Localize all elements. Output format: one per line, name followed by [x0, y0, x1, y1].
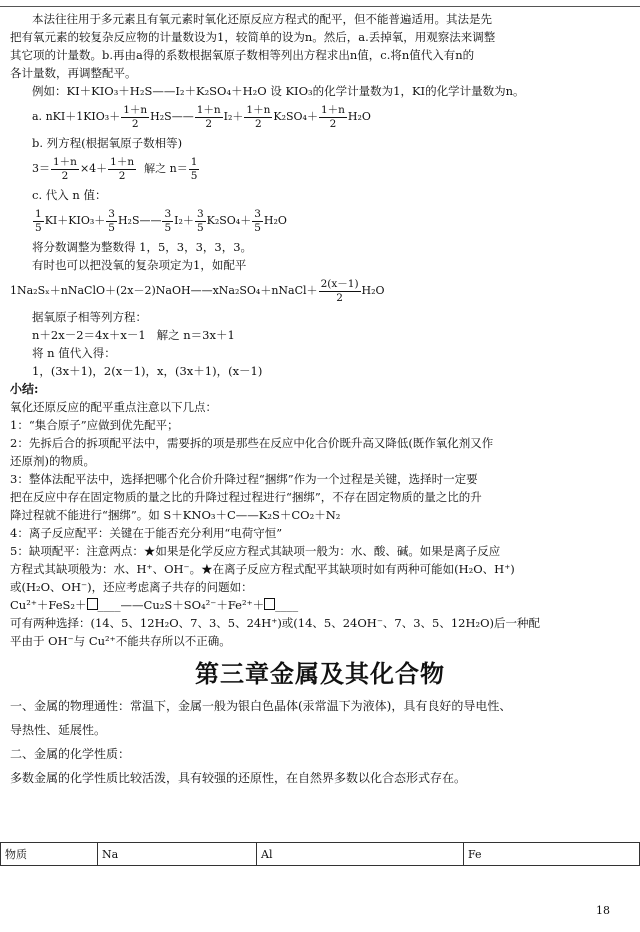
fraction-denominator: 5	[190, 169, 198, 182]
oxygen-eq-label: 据氧原子相等列方程：	[32, 310, 147, 324]
section-1-line-2: 导热性、延展性。	[10, 723, 107, 737]
step-a-term-5: H₂O	[347, 110, 371, 123]
fraction-denominator: 5	[35, 221, 42, 234]
fraction-denominator: 2	[255, 117, 262, 130]
step-c-label: c. 代入 n 值：	[32, 188, 107, 202]
step-c-equation	[10, 204, 630, 238]
step-a-equation	[10, 100, 630, 134]
intro-line-2: 把有氧元素的较复杂反应物的计量数设为1，较简单的设为n。然后，a.丢掉氧，用观察法来调整	[10, 30, 496, 44]
table-header-cell: 物质	[1, 843, 98, 866]
top-rule	[0, 6, 640, 7]
summary-line-4: 还原剂)的物质。	[10, 454, 95, 468]
intro-line-3: 其它项的计量数。b.再由a得的系数根据氧原子数相等列出方程求出n值，c.将n值代入有n的	[10, 48, 475, 62]
fraction-numerator: 3	[254, 207, 261, 220]
step-c-fraction-4	[195, 208, 206, 235]
step-a-fraction-3	[244, 104, 272, 131]
step-c-term-5: H₂O	[263, 214, 287, 227]
summary-line-6: 把在反应中存在固定物质的量之比的升降过程过程进行“捆绑”，不存在固定物质的量之比的升	[10, 490, 482, 504]
table-header-cell: Fe	[464, 843, 640, 866]
fraction-denominator: 2	[118, 169, 126, 182]
table-row	[1, 843, 640, 866]
copper-eq-term-1: Cu²⁺＋FeS₂＋	[10, 598, 87, 612]
na2sx-fraction	[319, 278, 361, 305]
summary-line-5: 3：整体法配平法中，选择把哪个化合价升降过程“捆绑”作为一个过程是关键，选择时一定要	[10, 472, 478, 486]
oxygenless-line: 有时也可以把没氧的复杂项定为1，如配平	[32, 258, 247, 272]
fraction-denominator: 5	[164, 221, 172, 234]
fraction-numerator: 1＋n	[196, 103, 221, 116]
na2sx-term-1: 1Na₂Sₓ＋nNaClO＋(2x－2)NaOH——xNa₂SO₄＋nNaCl＋	[10, 284, 318, 297]
step-a-label: a.	[32, 110, 43, 123]
step-b-label: b. 列方程(根据氧原子数相等)	[32, 136, 183, 150]
fraction-denominator: 5	[254, 221, 261, 234]
step-a-term-1: nKI＋1KIO₃＋	[45, 110, 121, 123]
step-c-fraction-2	[106, 208, 117, 235]
fraction-numerator: 3	[196, 207, 204, 220]
summary-line-9: 5：缺项配平：注意两点：★如果是化学反应方程式其缺项一般为：水、酸、碱。如果是离子反应	[10, 544, 501, 558]
na2sx-equation	[10, 274, 630, 308]
step-b-fraction-2	[108, 156, 136, 183]
copper-equation	[10, 596, 630, 614]
blank-box	[264, 598, 275, 610]
fraction-numerator: 1＋n	[246, 103, 271, 116]
oxygen-equation: n＋2x－2＝4x＋x－1 解之 n＝3x＋1	[32, 328, 235, 342]
step-b-term-2: ×4＋	[79, 162, 108, 175]
substitute-label: 将 n 值代入得：	[32, 346, 116, 360]
summary-line-8: 4：离子反应配平：关键在于能否充分利用“电荷守恒”	[10, 526, 283, 540]
summary-line-7: 降过程就不能进行“捆绑”。如 S＋KNO₃＋C——K₂S＋CO₂＋N₂	[10, 508, 341, 522]
fraction-numerator: 1＋n	[110, 155, 135, 168]
summary-line-2: 1：“集合原子”应做到优先配平；	[10, 418, 179, 432]
step-c-term-3: I₂＋	[174, 214, 194, 227]
section-2-heading: 二、金属的化学性质：	[10, 747, 131, 761]
fraction-numerator: 1	[190, 155, 198, 168]
summary-line-3: 2：先拆后合的拆项配平法中，需要拆的项是那些在反应中化合价既升高又降低(既作氧化剂又作	[10, 436, 494, 450]
step-c-fraction-1	[33, 208, 44, 235]
integers-line: 将分数调整为整数得 1，5，3，3，3，3。	[32, 240, 253, 254]
fraction-denominator: 5	[196, 221, 204, 234]
step-b-term-3: 解之 n＝	[137, 162, 188, 175]
step-c-term-1: KI＋KIO₃＋	[44, 214, 106, 227]
fraction-denominator: 2	[131, 117, 139, 130]
intro-line-4: 各计量数，再调整配平。	[10, 66, 137, 80]
na2sx-term-2: H₂O	[361, 284, 385, 297]
table-header-cell: Na	[98, 843, 257, 866]
summary-line-11: 或(H₂O、OH⁻)，还应考虑离子共存的问题如：	[10, 580, 253, 594]
step-c-fraction-3	[162, 208, 173, 235]
intro-line-1: 本法往往用于多元素且有氧元素时氧化还原反应方程式的配平，但不能普遍适用。其法是先	[32, 12, 492, 26]
section-1-line-1: 一、金属的物理通性：常温下，金属一般为银白色晶体(汞常温下为液体)，具有良好的导电性、	[10, 699, 512, 713]
fraction-denominator: 5	[108, 221, 115, 234]
step-c-term-4: K₂SO₄＋	[206, 214, 252, 227]
choice-line-2: 平由于 OH⁻与 Cu²⁺不能共存所以不正确。	[10, 634, 231, 648]
section-2-text: 多数金属的化学性质比较活泼，具有较强的还原性，在自然界多数以化合态形式存在。	[10, 771, 467, 785]
fraction-numerator: 2(x－1)	[320, 277, 359, 290]
step-a-term-3: I₂＋	[223, 110, 244, 123]
fraction-numerator: 1	[35, 207, 42, 220]
step-a-term-4: K₂SO₄＋	[273, 110, 318, 123]
step-b-fraction-1	[51, 156, 79, 183]
fraction-numerator: 1＋n	[53, 155, 77, 168]
substitute-values: 1，(3x＋1)，2(x－1)，x，(3x＋1)，(x－1)	[32, 364, 263, 378]
step-a-term-2: H₂S——	[150, 110, 194, 123]
summary-line-10: 方程式其缺项般为：水、H⁺、OH⁻。★在离子反应方程式配平其缺项时如有两种可能如(H₂O、H⁺)	[10, 562, 515, 576]
chapter-title: 第三章金属及其化合物	[195, 659, 445, 688]
page-number: 18	[596, 904, 610, 917]
blank-box	[87, 598, 98, 610]
step-a-fraction-1	[121, 104, 149, 131]
fraction-denominator: 2	[205, 117, 213, 130]
fraction-numerator: 1＋n	[320, 103, 345, 116]
example-line: 例如：KI＋KIO₃＋H₂S——I₂＋K₂SO₄＋H₂O 设 KIO₃的化学计量数为1，KI的化学计量数为n。	[32, 84, 525, 98]
step-b-equation	[10, 152, 630, 186]
properties-table	[0, 842, 640, 866]
step-c-fraction-5	[252, 208, 263, 235]
fraction-numerator: 1＋n	[123, 103, 148, 116]
copper-eq-term-3: ____	[275, 598, 299, 612]
fraction-denominator: 2	[61, 169, 69, 182]
step-b-fraction-3	[189, 156, 200, 183]
summary-title: 小结:	[10, 382, 39, 396]
choice-line-1: 可有两种选择：(14、5、12H₂O、7、3、5、24H⁺)或(14、5、24OH⁻、7、3、5、12H₂O)后一种配	[10, 616, 541, 630]
fraction-numerator: 3	[164, 207, 172, 220]
document-page	[10, 10, 630, 790]
step-b-term-1: 3＝	[32, 162, 50, 175]
fraction-numerator: 3	[108, 207, 115, 220]
fraction-denominator: 2	[336, 291, 343, 304]
table-header-cell: Al	[257, 843, 464, 866]
step-a-fraction-2	[195, 104, 223, 131]
step-c-term-2: H₂S——	[117, 214, 162, 227]
step-a-fraction-4	[319, 104, 347, 131]
summary-line-1: 氧化还原反应的配平重点注意以下几点：	[10, 400, 217, 414]
copper-eq-term-2: ____——Cu₂S＋SO₄²⁻＋Fe²⁺＋	[97, 598, 265, 612]
fraction-denominator: 2	[329, 117, 337, 130]
